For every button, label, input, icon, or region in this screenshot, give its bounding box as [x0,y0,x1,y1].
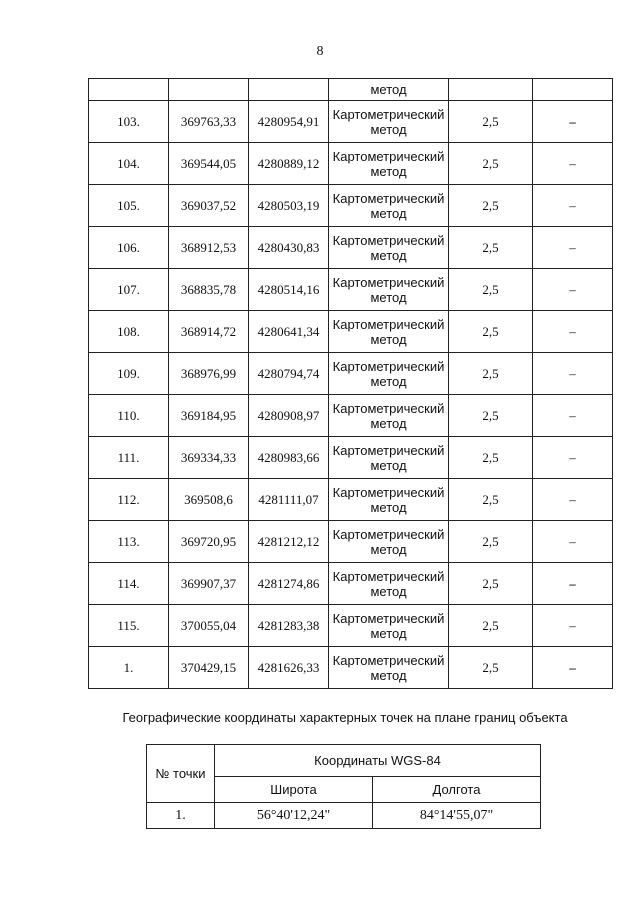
point-number-cell: 112. [89,479,169,521]
y-coordinate-cell: 4280983,66 [249,437,329,479]
dash-cell: – [533,269,613,311]
x-coordinate-cell: 368835,78 [169,269,249,311]
accuracy-cell: 2,5 [449,185,533,227]
method-line-1: Картометрический [332,232,445,248]
method-line-2: метод [370,247,407,263]
y-coordinate-cell: 4281283,38 [249,605,329,647]
method-line-1: Картометрический [332,652,445,668]
dash-cell: – [533,395,613,437]
geo-table-body [147,745,541,829]
table-row [89,521,613,563]
method-cell [329,353,449,395]
method-line-2: метод [370,205,407,221]
method-cell [329,563,449,605]
x-coordinate-cell: 368914,72 [169,311,249,353]
x-coordinate-cell: 369544,05 [169,143,249,185]
y-coordinate-cell: 4281111,07 [249,479,329,521]
method-line-2: метод [370,625,407,641]
dash-cell: – [533,185,613,227]
y-coordinate-cell: 4281626,33 [249,647,329,689]
dash-cell: – [533,479,613,521]
method-cell [329,395,449,437]
table-row [89,395,613,437]
x-coordinate-cell: 369763,33 [169,101,249,143]
y-coordinate-cell: 4280889,12 [249,143,329,185]
method-cell [329,647,449,689]
method-line-2: метод [370,331,407,347]
accuracy-cell: 2,5 [449,605,533,647]
accuracy-cell: 2,5 [449,563,533,605]
continuation-cell-empty [169,79,249,101]
point-number-cell: 109. [89,353,169,395]
method-line-2: метод [370,667,407,683]
y-coordinate-cell: 4280954,91 [249,101,329,143]
method-line-1: Картометрический [332,400,445,416]
method-cell [329,269,449,311]
method-line-1: Картометрический [332,274,445,290]
dash-cell: – [533,605,613,647]
x-coordinate-cell: 369907,37 [169,563,249,605]
point-number-cell: 1. [89,647,169,689]
method-line-2: метод [370,499,407,515]
method-cell [329,479,449,521]
x-coordinate-cell: 369184,95 [169,395,249,437]
method-line-2: метод [370,121,407,137]
dash-cell: – [533,143,613,185]
y-coordinate-cell: 4280503,19 [249,185,329,227]
continuation-cell-empty [249,79,329,101]
geo-header-row [147,745,541,777]
table-row [89,479,613,521]
table-row [89,353,613,395]
dash-cell: – [533,101,613,143]
geo-header-coords: Координаты WGS-84 [215,745,541,777]
method-line-2: метод [370,373,407,389]
x-coordinate-cell: 369508,6 [169,479,249,521]
geo-point-cell: 1. [147,803,215,829]
coordinates-table [88,78,613,689]
point-number-cell: 108. [89,311,169,353]
method-cell [329,143,449,185]
continuation-cell-empty [89,79,169,101]
accuracy-cell: 2,5 [449,395,533,437]
point-number-cell: 107. [89,269,169,311]
method-cell [329,227,449,269]
y-coordinate-cell: 4280641,34 [249,311,329,353]
accuracy-cell: 2,5 [449,437,533,479]
table-row [89,101,613,143]
point-number-cell: 111. [89,437,169,479]
method-line-2: метод [370,583,407,599]
point-number-cell: 114. [89,563,169,605]
dash-cell: – [533,353,613,395]
x-coordinate-cell: 369334,33 [169,437,249,479]
table-row [89,185,613,227]
accuracy-cell: 2,5 [449,101,533,143]
table-row [89,437,613,479]
point-number-cell: 113. [89,521,169,563]
method-line-1: Картометрический [332,610,445,626]
accuracy-cell: 2,5 [449,311,533,353]
method-line-1: Картометрический [332,106,445,122]
continuation-row [89,79,613,101]
table-row [89,563,613,605]
method-line-1: Картометрический [332,568,445,584]
method-line-2: метод [370,457,407,473]
method-cell [329,437,449,479]
geo-caption: Географические координаты характерных точек на плане границ объекта [122,710,568,725]
method-line-1: Картометрический [332,148,445,164]
geo-table-row [147,803,541,829]
dash-cell: – [533,437,613,479]
point-number-cell: 104. [89,143,169,185]
method-cell [329,311,449,353]
geo-header-lon: Долгота [373,777,541,803]
method-line-2: метод [370,415,407,431]
accuracy-cell: 2,5 [449,269,533,311]
table-row [89,143,613,185]
geo-coordinates-table [146,744,541,829]
table-row [89,311,613,353]
method-line-1: Картометрический [332,190,445,206]
method-line-1: Картометрический [332,358,445,374]
y-coordinate-cell: 4280430,83 [249,227,329,269]
dash-cell: – [533,521,613,563]
method-line-1: Картометрический [332,442,445,458]
geo-lat-cell: 56°40'12,24" [215,803,373,829]
point-number-cell: 110. [89,395,169,437]
continuation-method-cell: метод [329,79,449,101]
x-coordinate-cell: 368976,99 [169,353,249,395]
accuracy-cell: 2,5 [449,521,533,563]
y-coordinate-cell: 4281212,12 [249,521,329,563]
method-line-2: метод [370,541,407,557]
y-coordinate-cell: 4281274,86 [249,563,329,605]
point-number-cell: 106. [89,227,169,269]
x-coordinate-cell: 369720,95 [169,521,249,563]
method-line-1: Картометрический [332,484,445,500]
dash-cell: – [533,563,613,605]
y-coordinate-cell: 4280794,74 [249,353,329,395]
x-coordinate-cell: 368912,53 [169,227,249,269]
geo-header-lat: Широта [215,777,373,803]
x-coordinate-cell: 370055,04 [169,605,249,647]
accuracy-cell: 2,5 [449,353,533,395]
table-row [89,605,613,647]
table-row [89,647,613,689]
method-cell [329,521,449,563]
point-number-cell: 105. [89,185,169,227]
point-number-cell: 103. [89,101,169,143]
coordinates-table-body [89,79,613,689]
method-line-2: метод [370,163,407,179]
accuracy-cell: 2,5 [449,647,533,689]
accuracy-cell: 2,5 [449,227,533,269]
table-row [89,227,613,269]
x-coordinate-cell: 369037,52 [169,185,249,227]
method-line-1: Картометрический [332,526,445,542]
y-coordinate-cell: 4280514,16 [249,269,329,311]
geo-header-point: № точки [147,745,215,803]
dash-cell: – [533,227,613,269]
table-row [89,269,613,311]
method-cell [329,101,449,143]
method-cell [329,185,449,227]
geo-lon-cell: 84°14'55,07" [373,803,541,829]
method-line-2: метод [370,289,407,305]
page-number: 8 [316,44,324,59]
dash-cell: – [533,311,613,353]
method-cell [329,605,449,647]
continuation-cell-empty [449,79,533,101]
continuation-cell-empty [533,79,613,101]
point-number-cell: 115. [89,605,169,647]
method-line-1: Картометрический [332,316,445,332]
accuracy-cell: 2,5 [449,143,533,185]
dash-cell: – [533,647,613,689]
accuracy-cell: 2,5 [449,479,533,521]
x-coordinate-cell: 370429,15 [169,647,249,689]
y-coordinate-cell: 4280908,97 [249,395,329,437]
